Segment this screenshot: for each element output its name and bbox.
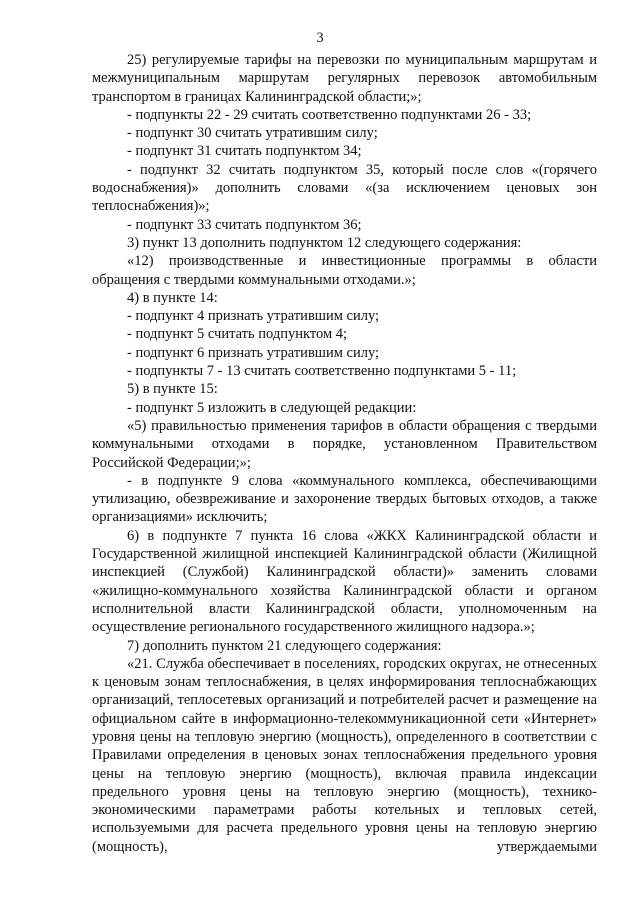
paragraph-subitem-31: - подпункт 31 считать подпунктом 34;: [127, 143, 362, 160]
paragraph-subitem-33: - подпункт 33 считать подпунктом 36;: [127, 216, 362, 233]
paragraph-subitem-9: - в подпункте 9 слова «коммунального комплекса, обеспечивающими утилизацию, обезвреживание и захоронение твердых бытовых отходов, а также организациями» исключить;: [92, 472, 597, 526]
paragraph-subitem-30: - подпункт 30 считать утратившим силу;: [127, 125, 378, 142]
paragraph-quote-5: «5) правильностью применения тарифов в области обращения с твердыми коммунальными отходами в порядке, установленном Правительством Российской Федерации;»;: [92, 417, 597, 471]
paragraph-subitem-4: - подпункт 4 признать утратившим силу;: [127, 308, 380, 325]
paragraph-quote-21: «21. Служба обеспечивает в поселениях, городских округах, не отнесенных к ценовым зонам теплоснабжения, в целях информирования теплоснабжающих организаций, теплосетевых организаций и потребителей расчет и размещение на официальном сайте в информационно-телекоммуникационной сети «Интернет» уровня цены на тепловую энергию (мощность), определенного в соответствии с Правилами определения в ценовых зонах теплоснабжения предельного уровня цены на тепловую энергию (мощность), включая правила индексации предельного уровня цены на тепловую энергию (мощность), технико-экономическими параметрами работы котельных и тепловых сетей, используемыми для расчета предельного уровня цены на тепловую энергию (мощность), утверждаемыми: [92, 655, 597, 855]
document-body: [92, 51, 597, 856]
page-number: 3: [316, 30, 324, 46]
paragraph-item-3: 3) пункт 13 дополнить подпунктом 12 следующего содержания:: [127, 234, 522, 251]
paragraph-subitem-5: - подпункт 5 считать подпунктом 4;: [127, 326, 348, 343]
paragraph-subitem-6: - подпункт 6 признать утратившим силу;: [127, 344, 380, 361]
paragraph-subitems-22-29: - подпункты 22 - 29 считать соответственно подпунктами 26 - 33;: [127, 106, 532, 123]
paragraph-subitem-5-redaction: - подпункт 5 изложить в следующей редакции:: [127, 399, 417, 416]
paragraph-item-7: 7) дополнить пунктом 21 следующего содержания:: [127, 637, 442, 654]
paragraph-item-4: 4) в пункте 14:: [127, 289, 218, 306]
paragraph-item-6: 6) в подпункте 7 пункта 16 слова «ЖКХ Калининградской области и Государственной жилищной инспекцией Калининградской области (Жилищной инспекцией (Службой) Калининградской области)» заменить словами «жилищно-коммунального хозяйства Калининградской области и органом исполнительной власти Калининградской области, уполномоченным на осуществление регионального государственного жилищного надзора.»;: [92, 527, 597, 636]
paragraph-subitems-7-13: - подпункты 7 - 13 считать соответственно подпунктами 5 - 11;: [127, 363, 517, 380]
paragraph-quote-12: «12) производственные и инвестиционные программы в области обращения с твердыми коммунальными отходами.»;: [92, 253, 597, 288]
paragraph-subitem-32: - подпункт 32 считать подпунктом 35, который после слов «(горячего водоснабжения)» дополнить словами «(за исключением ценовых зон теплоснабжения)»;: [92, 161, 597, 215]
paragraph-item-5: 5) в пункте 15:: [127, 381, 218, 398]
paragraph-25: 25) регулируемые тарифы на перевозки по муниципальным маршрутам и межмуниципальным маршрутам регулярных перевозок автомобильным транспортом в границах Калининградской области;»;: [92, 52, 597, 105]
